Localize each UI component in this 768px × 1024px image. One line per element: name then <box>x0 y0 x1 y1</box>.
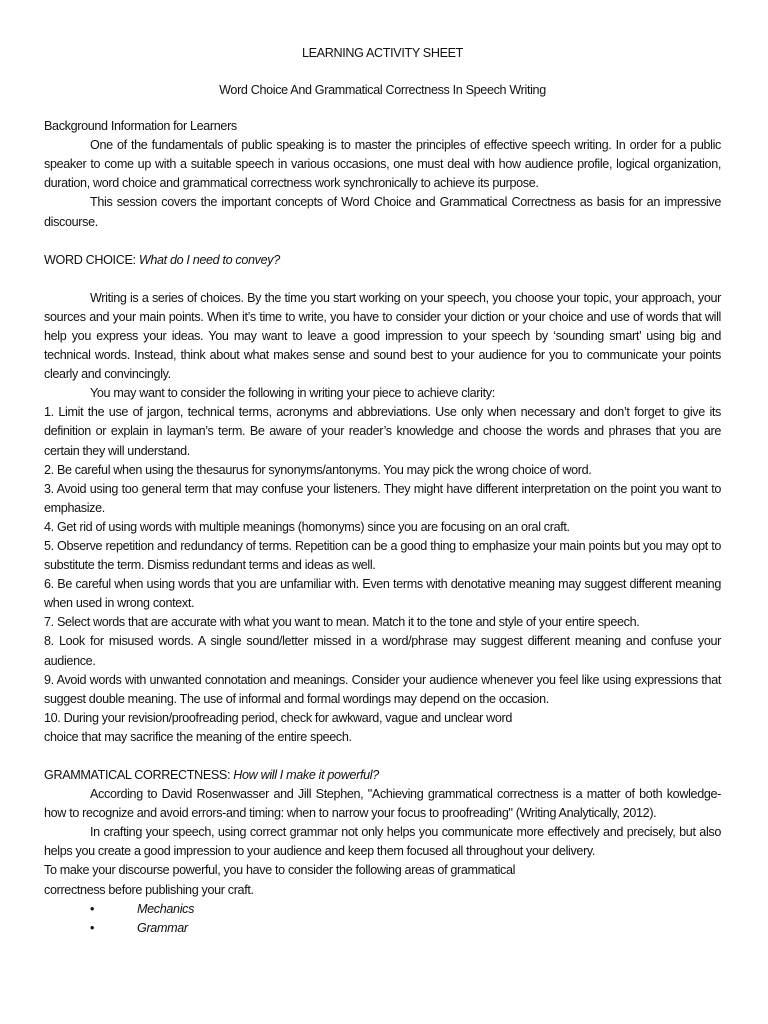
background-section <box>44 117 721 232</box>
list-item: 3. Avoid using too general term that may confuse your listeners. They might have different interpretation on the point you want to emphasize. <box>44 481 721 515</box>
word-choice-paragraph-1: Writing is a series of choices. By the time you start working on your speech, you choose your topic, your approach, your sources and your main points. When it’s time to write, you have to consider your diction or your choice and use of words that will help you express your ideas. You may want to leave a good impression to your speech by ‘sounding smart’ using big and technical words. Instead, think about what makes sense and sound best to your audience for you to communicate your points clearly and convincingly. <box>44 290 721 382</box>
list-item: 2. Be careful when using the thesaurus for synonyms/antonyms. You may pick the wrong choice of word. <box>44 462 592 477</box>
spacer <box>44 747 721 766</box>
list-item: 5. Observe repetition and redundancy of terms. Repetition can be a good thing to emphasize your main points but you may opt to substitute the term. Dismiss redundant terms and ideas as well. <box>44 538 721 573</box>
bullet-icon: • <box>90 901 95 916</box>
spacer <box>44 232 721 251</box>
list-item: 8. Look for misused words. A single sound/letter missed in a word/phrase may suggest different meaning and confuse your audience. <box>44 634 721 668</box>
background-heading: Background Information for Learners <box>44 119 237 134</box>
word-choice-section <box>44 251 721 747</box>
background-paragraph-1: One of the fundamentals of public speaking is to master the principles of effective speech writing. In order for a public speaker to come up with a suitable speech in various occasions, one must deal with how audience profile, logical organization, duration, word choice and grammatical correctness work synchronically to achieve its purpose. <box>44 138 721 191</box>
grammar-section <box>44 766 721 938</box>
tip-10-line-2: choice that may sacrifice the meaning of the entire speech. <box>44 729 352 744</box>
area-label: Mechanics <box>137 901 195 916</box>
word-choice-heading <box>44 251 721 270</box>
word-choice-tips-list <box>44 403 721 747</box>
grammar-heading-label: GRAMMATICAL CORRECTNESS: <box>44 768 231 782</box>
word-choice-heading-label: WORD CHOICE: <box>44 252 136 267</box>
document-page <box>44 44 721 938</box>
word-choice-question: What do I need to convey? <box>138 252 280 267</box>
tip-10-line-1: 10. During your revision/proofreading period, check for awkward, vague and unclear word <box>44 710 512 725</box>
grammar-line-1: To make your discourse powerful, you have to consider the following areas of grammatical <box>44 863 516 878</box>
list-item <box>44 900 721 919</box>
list-item: 6. Be careful when using words that you are unfamiliar with. Even terms with denotative meaning may suggest different meaning when used in wrong context. <box>44 577 721 611</box>
list-item: 7. Select words that are accurate with what you want to mean. Match it to the tone and style of your entire speech. <box>44 615 640 630</box>
list-item: 4. Get rid of using words with multiple meanings (homonyms) since you are focusing on an oral craft. <box>44 519 570 534</box>
list-item <box>44 709 721 747</box>
area-label: Grammar <box>137 920 188 935</box>
grammar-line-2: correctness before publishing your craft. <box>44 882 254 897</box>
grammar-question: How will I make it powerful? <box>233 768 379 782</box>
background-paragraph-2: This session covers the important concepts of Word Choice and Grammatical Correctness as basis for an impressive discourse. <box>44 195 721 229</box>
word-choice-paragraph-2: You may want to consider the following in writing your piece to achieve clarity: <box>90 386 495 401</box>
document-subtitle: Word Choice And Grammatical Correctness In Speech Writing <box>219 83 546 97</box>
list-item <box>44 919 721 938</box>
bullet-icon: • <box>90 920 95 935</box>
grammar-areas-list <box>44 900 721 938</box>
grammar-paragraph-2: In crafting your speech, using correct grammar not only helps you communicate more effectively and precisely, but also helps you create a good impression to your audience and keep them focused all throughout your delivery. <box>44 825 721 859</box>
document-title: LEARNING ACTIVITY SHEET <box>301 46 464 60</box>
list-item: 9. Avoid words with unwanted connotation and meanings. Consider your audience whenever you feel like using expressions that suggest double meaning. The use of informal and formal wordings may depend on the occasion. <box>44 672 721 706</box>
list-item: 1. Limit the use of jargon, technical terms, acronyms and abbreviations. Use only when necessary and don’t forget to give its definition or explain in layman’s term. Be aware of your reader’s knowledge and choose the words and phrases that you are certain they will understand. <box>44 405 721 458</box>
grammar-paragraph-1: According to David Rosenwasser and Jill Stephen, "Achieving grammatical correctness is a matter of both kowledge-how to recognize and avoid errors-and timing: when to narrow your focus to proofreading" (Writing Analytically, 2012). <box>44 787 721 821</box>
grammar-heading <box>44 766 721 785</box>
spacer <box>44 270 721 289</box>
